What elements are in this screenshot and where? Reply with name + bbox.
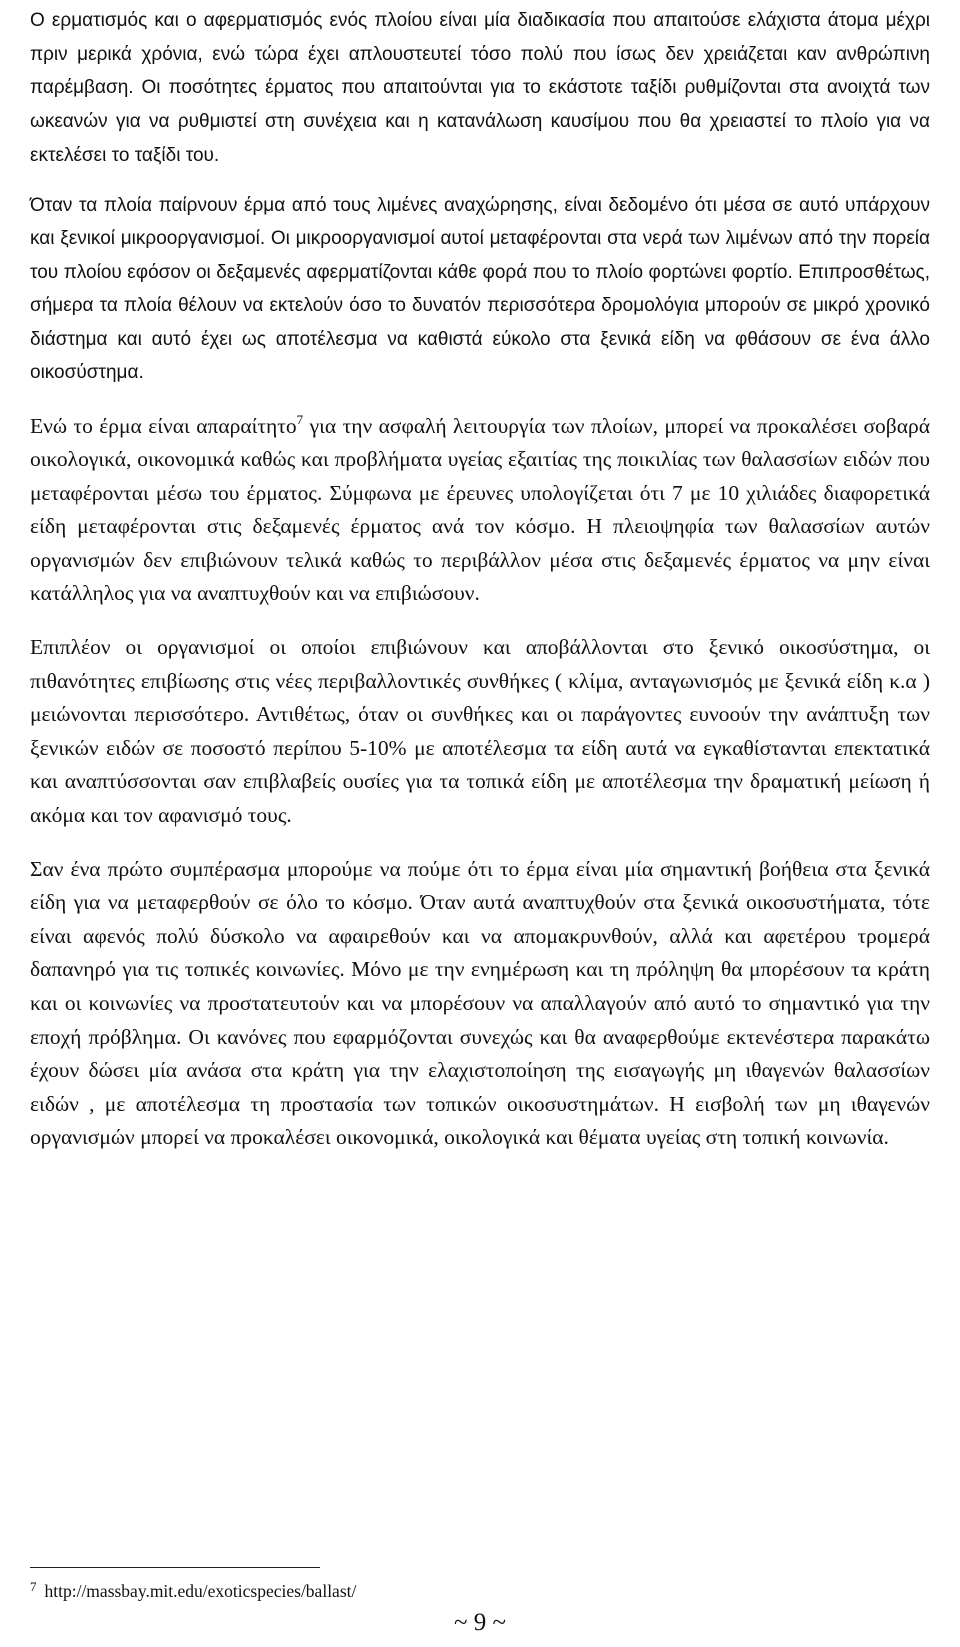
- paragraph-ballast-necessity-rest: για την ασφαλή λειτουργία των πλοίων, μπορεί να προκαλέσει σοβαρά οικολογικά, οικονομικά καθώς και προβλήματα υγείας εξαιτίας της ποικιλίας των θαλασσίων ειδών που μεταφέρονται μέσω του έρματος. Σύμφωνα με έρευνες υπολογίζεται ότι 7 με 10 χιλιάδες διαφορετικά είδη μεταφέρονται στις δεξαμενές έρματος ανά τον κόσμο. Η πλειοψηφία των θαλασσίων αυτών οργανισμών δεν επιβιώνουν τελικά καθώς το περιβάλλον μέσα στις δεξαμενές έρματος να μην είναι κατάλληλος για να αναπτυχθούν και να επιβιώσουν.: [30, 413, 930, 606]
- footnote-reference: 7: [296, 411, 304, 427]
- paragraph-ballast-necessity-start: Ενώ το έρμα είναι απαραίτητο: [30, 413, 297, 438]
- paragraph-survival-conditions: Επιπλέον οι οργανισμοί οι οποίοι επιβιώνουν και αποβάλλονται στο ξενικό οικοσύστημα, οι πιθανότητες επιβίωσης στις νέες περιβαλλοντικές συνθήκες ( κλίμα, ανταγωνισμός με ξενικά είδη κ.α ) μειώνονται περισσότερο. Αντιθέτως, όταν οι συνθήκες και οι παράγοντες ευνοούν την ανάπτυξη των ξενικών ειδών σε ποσοστό περίπου 5-10% με αποτέλεσμα τα είδη αυτά να εγκαθίστανται επεκτατικά και αναπτύσσονται σαν επιβλαβείς ουσίες για τα τοπικά είδη με αποτέλεσμα την δραματική μείωση ή ακόμα και τον αφανισμό τους.: [30, 635, 930, 828]
- document-page: [30, 4, 930, 1175]
- footnote-separator: [30, 1567, 320, 1568]
- paragraph-foreign-microorganisms: Όταν τα πλοία παίρνουν έρμα από τους λιμένες αναχώρησης, είναι δεδομένο ότι μέσα σε αυτό υπάρχουν και ξενικοί μικροοργανισμοί. Οι μικροοργανισμοί αυτοί μεταφέρονται στα νερά των λιμένων από την πορεία του πλοίου εφόσον οι δεξαμενές αφερματίζονται κάθε φορά που το πλοίο φορτώνει φορτίο. Επιπροσθέτως, σήμερα τα πλοία θέλουν να εκτελούν όσο το δυνατόν περισσότερα δρομολόγια μπορούν σε μικρό χρονικό διάστημα και αυτό έχει ως αποτέλεσμα να καθιστά εύκολο στα ξενικά είδη να φθάσουν σε ένα άλλο οικοσύστημα.: [30, 194, 930, 384]
- page-number: ~ 9 ~: [453, 1609, 507, 1636]
- paragraph-conclusion: Σαν ένα πρώτο συμπέρασμα μπορούμε να πούμε ότι το έρμα είναι μία σημαντική βοήθεια στα ξενικά είδη για να μεταφερθούν σε όλο το κόσμο. Όταν αυτά αναπτυχθούν στα ξενικά οικοσυστήματα, τότε είναι αφενός πολύ δύσκολο να αφαιρεθούν και να απομακρυνθούν, αλλά και αφετέρου τρομερά δαπανηρό για τις τοπικές κοινωνίες. Μόνο με την ενημέρωση και τη πρόληψη θα μπορέσουν τα κράτη και οι κοινωνίες να προστατευτούν και να μπορέσουν να απαλλαγούν από αυτό το σημαντικό για την εποχή πρόβλημα. Οι κανόνες που εφαρμόζονται συνεχώς και θα αναφερθούμε εκτενέστερα παρακάτω έχουν δώσει μία ανάσα στα κράτη για την ελαχιστοποίηση της εισαγωγής μη ιθαγενών θαλασσίων ειδών , με αποτέλεσμα τη προστασία των τοπικών οικοσυστημάτων. Η εισβολή των μη ιθαγενών οργανισμών μπορεί να προκαλέσει οικονομικά, οικολογικά και θέματα υγείας στη τοπική κοινωνία.: [30, 856, 930, 1150]
- footnote-number: 7: [30, 1579, 37, 1594]
- paragraph-ballasting-process: Ο ερματισμός και ο αφερματισμός ενός πλοίου είναι μία διαδικασία που απαιτούσε ελάχιστα άτομα μέχρι πριν μερικά χρόνια, ενώ τώρα έχει απλουστευτεί τόσο πολύ που ίσως δεν χρειάζεται καν ανθρώπινη παρέμβαση. Οι ποσότητες έρματος που απαιτούνται για το εκάστοτε ταξίδι ρυθμίζονται στα ανοιχτά των ωκεανών για να ρυθμιστεί στη συνέχεια και η κατανάλωση καυσίμου που θα χρειαστεί το πλοίο για να εκτελέσει το ταξίδι του.: [30, 10, 930, 166]
- footnote-url: http://massbay.mit.edu/exoticspecies/ballast/: [44, 1581, 357, 1601]
- paragraph-ballast-necessity: [30, 410, 930, 612]
- footnote: [30, 1576, 356, 1602]
